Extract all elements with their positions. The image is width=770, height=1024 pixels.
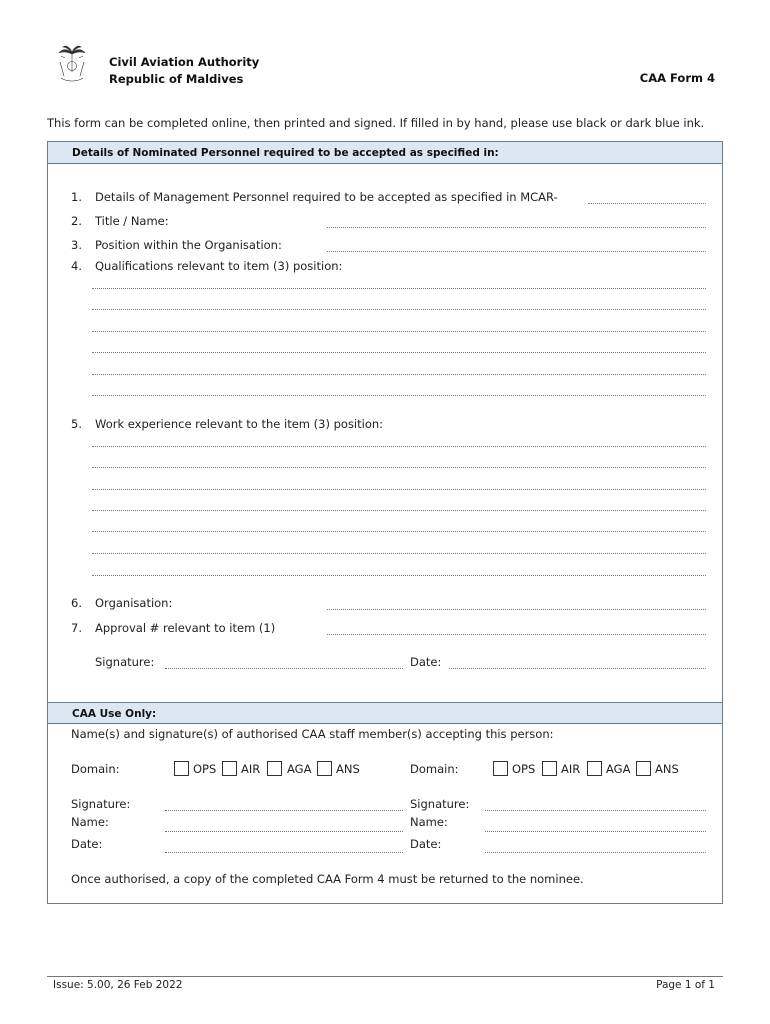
air-checkbox-left[interactable] — [222, 761, 237, 776]
staff-date-field-right[interactable] — [485, 852, 706, 853]
item-7-number: 7. — [71, 621, 82, 635]
ans-label-right: ANS — [655, 762, 679, 776]
caa-instruction: Name(s) and signature(s) of authorised CAA staff member(s) accepting this person: — [71, 727, 554, 741]
qualifications-line — [92, 309, 706, 310]
aga-label-right: AGA — [606, 762, 631, 776]
nominee-signature-field[interactable] — [165, 668, 403, 669]
issue-info: Issue: 5.00, 26 Feb 2022 — [53, 979, 183, 991]
experience-line — [92, 510, 706, 511]
air-label-left: AIR — [241, 762, 261, 776]
aga-checkbox-left[interactable] — [267, 761, 282, 776]
domain-label-right: Domain: — [410, 762, 459, 776]
ans-checkbox-left[interactable] — [317, 761, 332, 776]
form-code: CAA Form 4 — [639, 71, 715, 85]
experience-line — [92, 553, 706, 554]
section2-heading: CAA Use Only: — [48, 702, 722, 724]
experience-line — [92, 575, 706, 576]
qualifications-line — [92, 395, 706, 396]
maldives-emblem-icon — [55, 44, 89, 84]
staff-name-label-right: Name: — [410, 815, 448, 829]
qualifications-line — [92, 288, 706, 289]
staff-name-label-left: Name: — [71, 815, 109, 829]
nominee-date-field[interactable] — [449, 668, 706, 669]
item-1-label: Details of Management Personnel required to be accepted as specified in MCAR- — [95, 190, 558, 204]
item-5-label: Work experience relevant to the item (3) position: — [95, 417, 384, 431]
footer-divider — [47, 976, 723, 977]
item-7-label: Approval # relevant to item (1) — [95, 621, 276, 635]
org-name-line1: Civil Aviation Authority — [109, 55, 260, 69]
experience-line — [92, 467, 706, 468]
section1-heading: Details of Nominated Personnel required to be accepted as specified in: — [48, 142, 722, 164]
ans-checkbox-right[interactable] — [636, 761, 651, 776]
item-6-number: 6. — [71, 596, 82, 610]
qualifications-line — [92, 352, 706, 353]
organisation-field[interactable] — [327, 609, 706, 610]
nominee-signature-label: Signature: — [95, 655, 155, 669]
staff-date-label-left: Date: — [71, 837, 103, 851]
experience-line — [92, 531, 706, 532]
experience-line — [92, 446, 706, 447]
nominee-date-label: Date: — [410, 655, 442, 669]
aga-label-left: AGA — [287, 762, 312, 776]
staff-signature-field-left[interactable] — [165, 810, 403, 811]
item-1-number: 1. — [71, 190, 82, 204]
staff-signature-label-left: Signature: — [71, 797, 131, 811]
intro-text: This form can be completed online, then printed and signed. If filled in by hand, please use black or dark blue ink. — [47, 116, 705, 130]
position-field[interactable] — [327, 251, 706, 252]
item-3-label: Position within the Organisation: — [95, 238, 282, 252]
qualifications-line — [92, 374, 706, 375]
form-box — [47, 141, 723, 904]
item-2-label: Title / Name: — [95, 214, 169, 228]
item-5-number: 5. — [71, 417, 82, 431]
ops-label-right: OPS — [512, 762, 536, 776]
ops-label-left: OPS — [193, 762, 217, 776]
staff-name-field-right[interactable] — [485, 831, 706, 832]
air-checkbox-right[interactable] — [542, 761, 557, 776]
item-4-number: 4. — [71, 259, 82, 273]
ops-checkbox-left[interactable] — [174, 761, 189, 776]
item-6-label: Organisation: — [95, 596, 173, 610]
org-name-line2: Republic of Maldives — [109, 72, 244, 86]
staff-signature-label-right: Signature: — [410, 797, 470, 811]
organization-name — [109, 54, 259, 88]
approval-number-field[interactable] — [327, 634, 706, 635]
staff-signature-field-right[interactable] — [485, 810, 706, 811]
air-label-right: AIR — [561, 762, 581, 776]
staff-date-field-left[interactable] — [165, 852, 403, 853]
qualifications-line — [92, 331, 706, 332]
ans-label-left: ANS — [336, 762, 360, 776]
ops-checkbox-right[interactable] — [493, 761, 508, 776]
page-number: Page 1 of 1 — [656, 979, 715, 991]
authorisation-note: Once authorised, a copy of the completed CAA Form 4 must be returned to the nominee. — [71, 872, 584, 886]
mcar-field[interactable] — [588, 203, 706, 204]
domain-label-left: Domain: — [71, 762, 120, 776]
title-name-field[interactable] — [327, 227, 706, 228]
experience-line — [92, 489, 706, 490]
staff-name-field-left[interactable] — [165, 831, 403, 832]
staff-date-label-right: Date: — [410, 837, 442, 851]
aga-checkbox-right[interactable] — [587, 761, 602, 776]
item-2-number: 2. — [71, 214, 82, 228]
item-3-number: 3. — [71, 238, 82, 252]
item-4-label: Qualifications relevant to item (3) position: — [95, 259, 343, 273]
